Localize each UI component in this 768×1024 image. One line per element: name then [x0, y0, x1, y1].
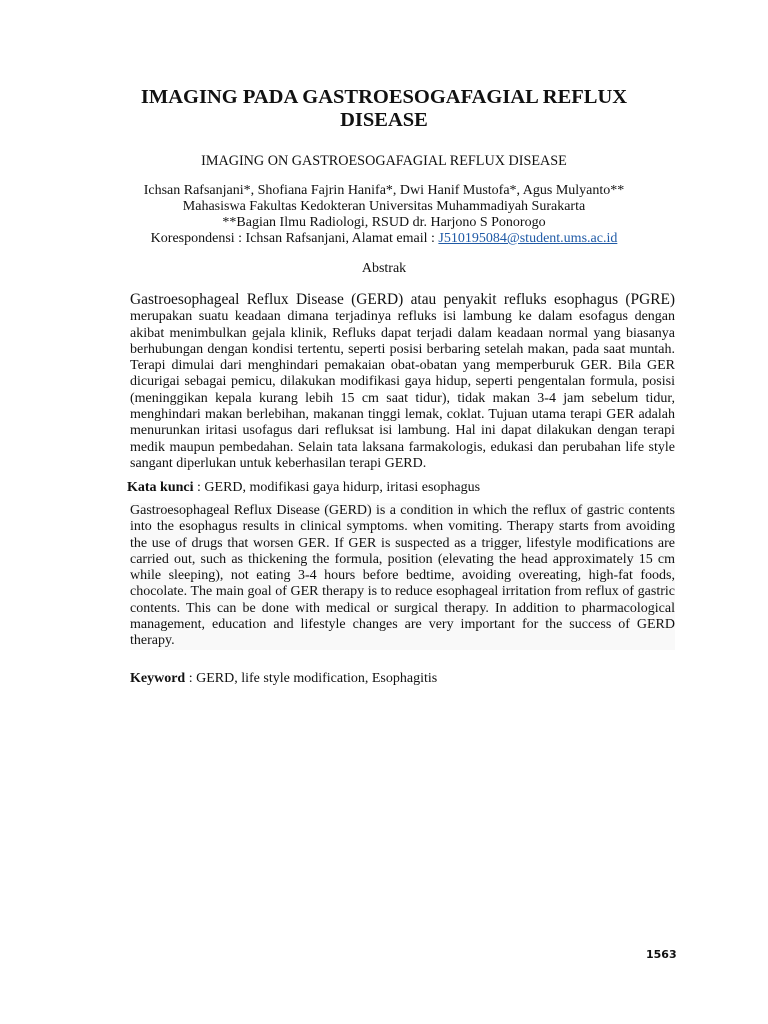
abstract-heading: Abstrak	[361, 261, 407, 276]
keywords-id-label: Kata kunci	[127, 480, 194, 495]
keywords-indonesian	[127, 480, 480, 496]
author-list: Ichsan Rafsanjani*, Shofiana Fajrin Hanifa*, Dwi Hanif Mustofa*, Agus Mulyanto**	[143, 183, 625, 198]
abstract-english: Gastroesophageal Reflux Disease (GERD) is a condition in which the reflux of gastric contents into the esophagus results in clinical symptoms. when vomiting. Therapy starts from avoiding the use of drugs that worsen GER. If GER is suspected as a trigger, lifestyle modifications are carried out, such as thickening the formula, position (elevating the head approximately 15 cm while sleeping), not eating 3-4 hours before bedtime, avoiding overeating, high-fat foods, chocolate. The main goal of GER therapy is to reduce esophageal irritation from reflux of gastric contents. This can be done with medical or surgical therapy. In addition to pharmacological management, education and lifestyle changes are very important for the success of GERD therapy.	[130, 503, 675, 649]
abstract-body: merupakan suatu keadaan dimana terjadinya refluks isi lambung ke dalam esofagus dengan akibat menimbulkan gejala klinik, Refluks dapat terjadi dalam keadaan normal yang biasanya berhubungan dengan kondisi tertentu, seperti posisi berbaring setelah makan, pada saat muntah. Terapi dimulai dari menghindari pemakaian obat-obatan yang memperburuk GER. Bila GER dicurigai sebagai pemicu, dilakukan modifikasi gaya hidup, seperti pengentalan formula, posisi (meninggikan kepala kurang lebih 15 cm saat tidur), tidak makan 3-4 jam sebelum tidur, menghindari makan berlebihan, makanan tinggi lemak, coklat. Tujuan utama terapi GER adalah menurunkan iritasi usofagus dari refluksat isi lambung. Hal ini dapat dilakukan dengan terapi medik maupun pembedahan. Selain tata laksana farmakologis, edukasi dan perubahan life style sangant diperlukan untuk keberhasilan terapi GERD.	[130, 309, 675, 471]
correspondence-line	[100, 231, 668, 247]
email-link[interactable]: J510195084@student.ums.ac.id	[438, 231, 618, 246]
keywords-en-label: Keyword	[130, 671, 186, 686]
keywords-id-value: : GERD, modifikasi gaya hidurp, iritasi esophagus	[193, 480, 481, 495]
page-number: 1563	[646, 948, 677, 961]
author-block	[100, 183, 668, 247]
abstract-lead: Gastroesophageal Reflux Disease (GERD) atau penyakit refluks esophagus (PGRE)	[130, 291, 675, 308]
paper-title: IMAGING PADA GASTROESOGAFAGIAL REFLUX DISEASE	[140, 86, 628, 131]
keywords-en-value: : GERD, life style modification, Esophagitis	[185, 671, 438, 686]
keywords-english	[130, 671, 437, 687]
affiliation-radiology: **Bagian Ilmu Radiologi, RSUD dr. Harjono S Ponorogo	[222, 215, 546, 230]
paper-subtitle: IMAGING ON GASTROESOGAFAGIAL REFLUX DISEASE	[201, 153, 567, 169]
affiliation-students: Mahasiswa Fakultas Kedokteran Universitas Muhammadiyah Surakarta	[182, 199, 586, 214]
correspondence-label: Korespondensi : Ichsan Rafsanjani, Alamat email :	[150, 231, 439, 246]
abstract-indonesian	[130, 292, 675, 472]
